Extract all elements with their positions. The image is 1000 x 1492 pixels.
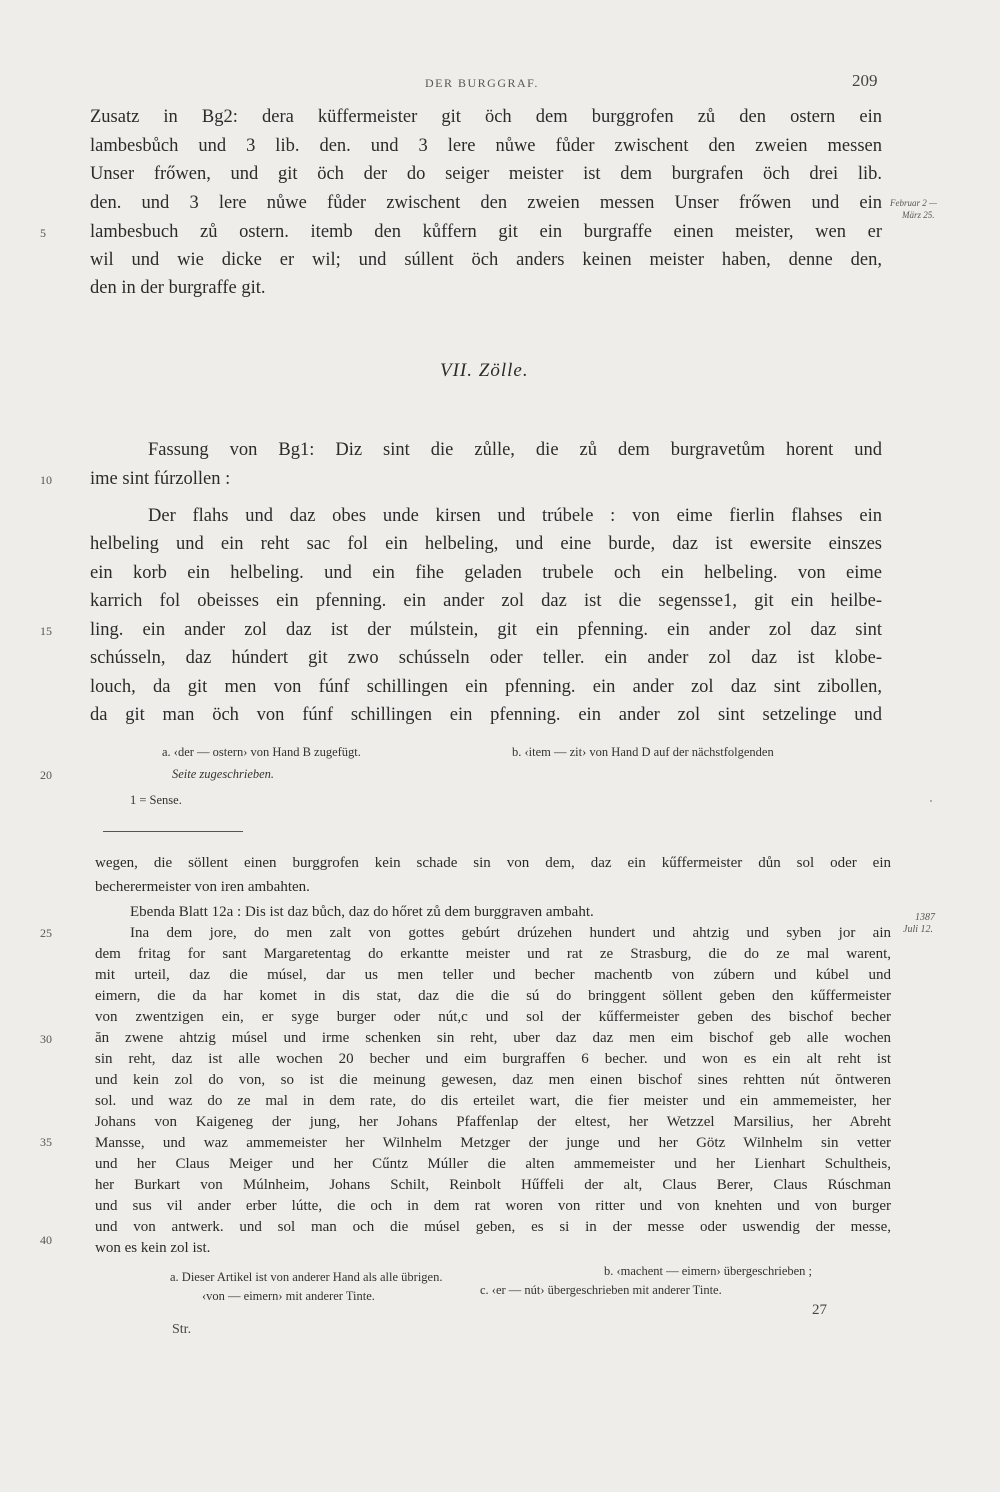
- text-line: dem fritag for sant Margaretentag do erkantte meister und rat ze Strasburg, die do ze mal warent,: [95, 946, 891, 962]
- line-number: 10: [40, 473, 52, 487]
- running-title: DER BURGGRAF.: [425, 76, 539, 90]
- line-number: 40: [40, 1233, 52, 1247]
- text-line: sol. und waz do ze mal in dem rate, do dis erteilet wart, die fier meister und ein ammemeister, her: [95, 1093, 891, 1109]
- text-line: und von antwerk. und sol man och die músel geben, es si in der messe oder uswendig der messe,: [95, 1219, 891, 1235]
- text-line: Ebenda Blatt 12a : Dis ist daz bůch, daz do hőret zů dem burggraven ambaht.: [130, 904, 594, 920]
- page-number: 209: [852, 71, 878, 90]
- line-number: 5: [40, 226, 46, 240]
- text-line: Ina dem jore, do men zalt von gottes gebúrt drúzehen hundert und ahtzig und syben jor ain: [130, 925, 891, 941]
- text-line: ime sint fúrzollen :: [90, 469, 231, 489]
- text-line: Der flahs und daz obes unde kirsen und trúbele : von eime fierlin flahses ein: [148, 506, 882, 526]
- line-number: 25: [40, 926, 52, 940]
- text-line: Johans von Kaigeneg der jung, her Johans Pfaffenlap der eltest, her Wetzzel Marsilius, her Abreht: [95, 1114, 891, 1130]
- text-line: von zwentzigen ein, er syge burger oder nút,c und sol der kűffermeister geben des bischof becher: [95, 1009, 891, 1025]
- footnote-a: a. Dieser Artikel ist von anderer Hand als alle übrigen.: [170, 1270, 443, 1284]
- text-line: sin reht, daz ist alle wochen 20 becher und eim burgraffen 6 becher. und won es ein alt reht ist: [95, 1051, 891, 1067]
- margin-date-line: Juli 12.: [903, 924, 933, 935]
- text-line: becherermeister von iren ambahten.: [95, 879, 310, 895]
- text-line: und sus vil ander erber lútte, die och in dem rat woren von ritter und von knehten und von burger: [95, 1198, 891, 1214]
- text-line: karrich fol obeisses ein pfenning. ein ander zol daz ist die segensse1, git ein heilbe-: [90, 591, 882, 611]
- text-line: mit urteil, daz die músel, dar us men teller und becher machentb von zúbern und kúbel und: [95, 967, 891, 983]
- line-number: 30: [40, 1032, 52, 1046]
- footnote-a: a. ‹der — ostern› von Hand B zugefügt.: [162, 745, 361, 759]
- text-line: ein korb ein helbeling. und ein fihe geladen trubele och ein helbeling. von eime: [90, 563, 882, 583]
- footnote-b-continuation: Seite zugeschrieben.: [172, 767, 275, 781]
- text-line: louch, da git men von fúnf schillingen ein pfenning. ein ander zol daz sint zibollen,: [90, 677, 882, 697]
- text-line: helbeling und ein reht sac fol ein helbeling, und eine burde, daz ist ewersite einszes: [90, 534, 882, 554]
- section-heading: VII. Zölle.: [440, 360, 529, 381]
- text-line: schússeln, daz húndert git zwo schússeln oder teller. ein ander zol daz ist klobe-: [90, 648, 882, 668]
- footnote-b-continuation: ‹von — eimern› mit anderer Tinte.: [202, 1289, 375, 1303]
- text-line: ling. ein ander zol daz ist der múlstein, git ein pfenning. ein ander zol daz sint: [90, 620, 882, 640]
- text-line: her Burkart von Múlnheim, Johans Schilt, Reinbolt Hűffeli der alt, Claus Berer, Claus Rúschman: [95, 1177, 891, 1193]
- text-line: Fassung von Bg1: Diz sint die zůlle, die zů dem burgravetům horent und: [148, 440, 882, 460]
- text-line: da git man öch von fúnf schillingen ein pfenning. ein ander zol sint setzelinge und: [90, 705, 882, 725]
- text-line: Mansse, und waz ammemeister her Wilnhelm Metzger der junge und her Götz Wilnhelm sin vetter: [95, 1135, 891, 1151]
- margin-date-line: Februar 2 —: [890, 198, 937, 208]
- footnote-b: b. ‹item — zit› von Hand D auf der nächstfolgenden: [512, 745, 774, 759]
- text-line: wegen, die söllent einen burggrofen kein schade sin von dem, daz ein kűffermeister důn sol oder ein: [95, 855, 891, 871]
- line-number: 35: [40, 1135, 52, 1149]
- text-line: Unser frőwen, und git öch der do seiger meister ist dem burgrafen öch drei lib.: [90, 164, 882, 184]
- footnote-b: b. ‹machent — eimern› übergeschrieben ;: [604, 1264, 813, 1278]
- margin-date: [890, 197, 937, 221]
- text-line: und her Claus Meiger und her Cűntz Múller die alten ammemeister und her Lienhart Schultheis,: [95, 1156, 891, 1172]
- text-line: ăn zwene ahtzig músel und irme schenken sin reht, uber daz daz men eim bischof geb alle wochen: [95, 1030, 891, 1046]
- footnote-1: 1 = Sense.: [130, 793, 182, 807]
- margin-date: [903, 912, 935, 936]
- place-mark: Str.: [172, 1322, 192, 1337]
- text-line: lambesbůch und 3 lib. den. und 3 lere nůwe fůder zwischent den zweien messen: [90, 136, 882, 156]
- text-line: den in der burgraffe git.: [90, 278, 266, 298]
- text-line: eimern, die da har komet in dis stat, daz die die sú do bringgent söllent geben den kűffermeister: [95, 988, 891, 1004]
- text-line: won es kein zol ist.: [95, 1240, 211, 1256]
- text-line: lambesbuch zů ostern. itemb den kůffern git ein burgraffe einen meister, wen er: [90, 222, 882, 242]
- line-number: 15: [40, 624, 52, 638]
- margin-date-line: 1387: [915, 912, 935, 923]
- line-number: 20: [40, 768, 52, 782]
- footnote-c: c. ‹er — nút› übergeschrieben mit anderer Tinte.: [480, 1283, 722, 1297]
- text-line: wil und wie dicke er wil; und súllent öch anders keinen meister haben, denne den,: [90, 250, 882, 270]
- margin-date-line: März 25.: [902, 210, 935, 220]
- text-line: Zusatz in Bg2: dera küffermeister git öch dem burggrofen zů den ostern ein: [90, 107, 882, 127]
- text-line: und kein zol do von, so ist die meinung gewesen, daz men einen bischof sines rehtten nút ŏntweren: [95, 1072, 891, 1088]
- stray-mark: [930, 800, 932, 802]
- signature-mark: 27: [812, 1302, 827, 1318]
- footnote-rule: [103, 831, 243, 832]
- text-line: den. und 3 lere nůwe fůder zwischent den zweien messen Unser frőwen und ein: [90, 193, 882, 213]
